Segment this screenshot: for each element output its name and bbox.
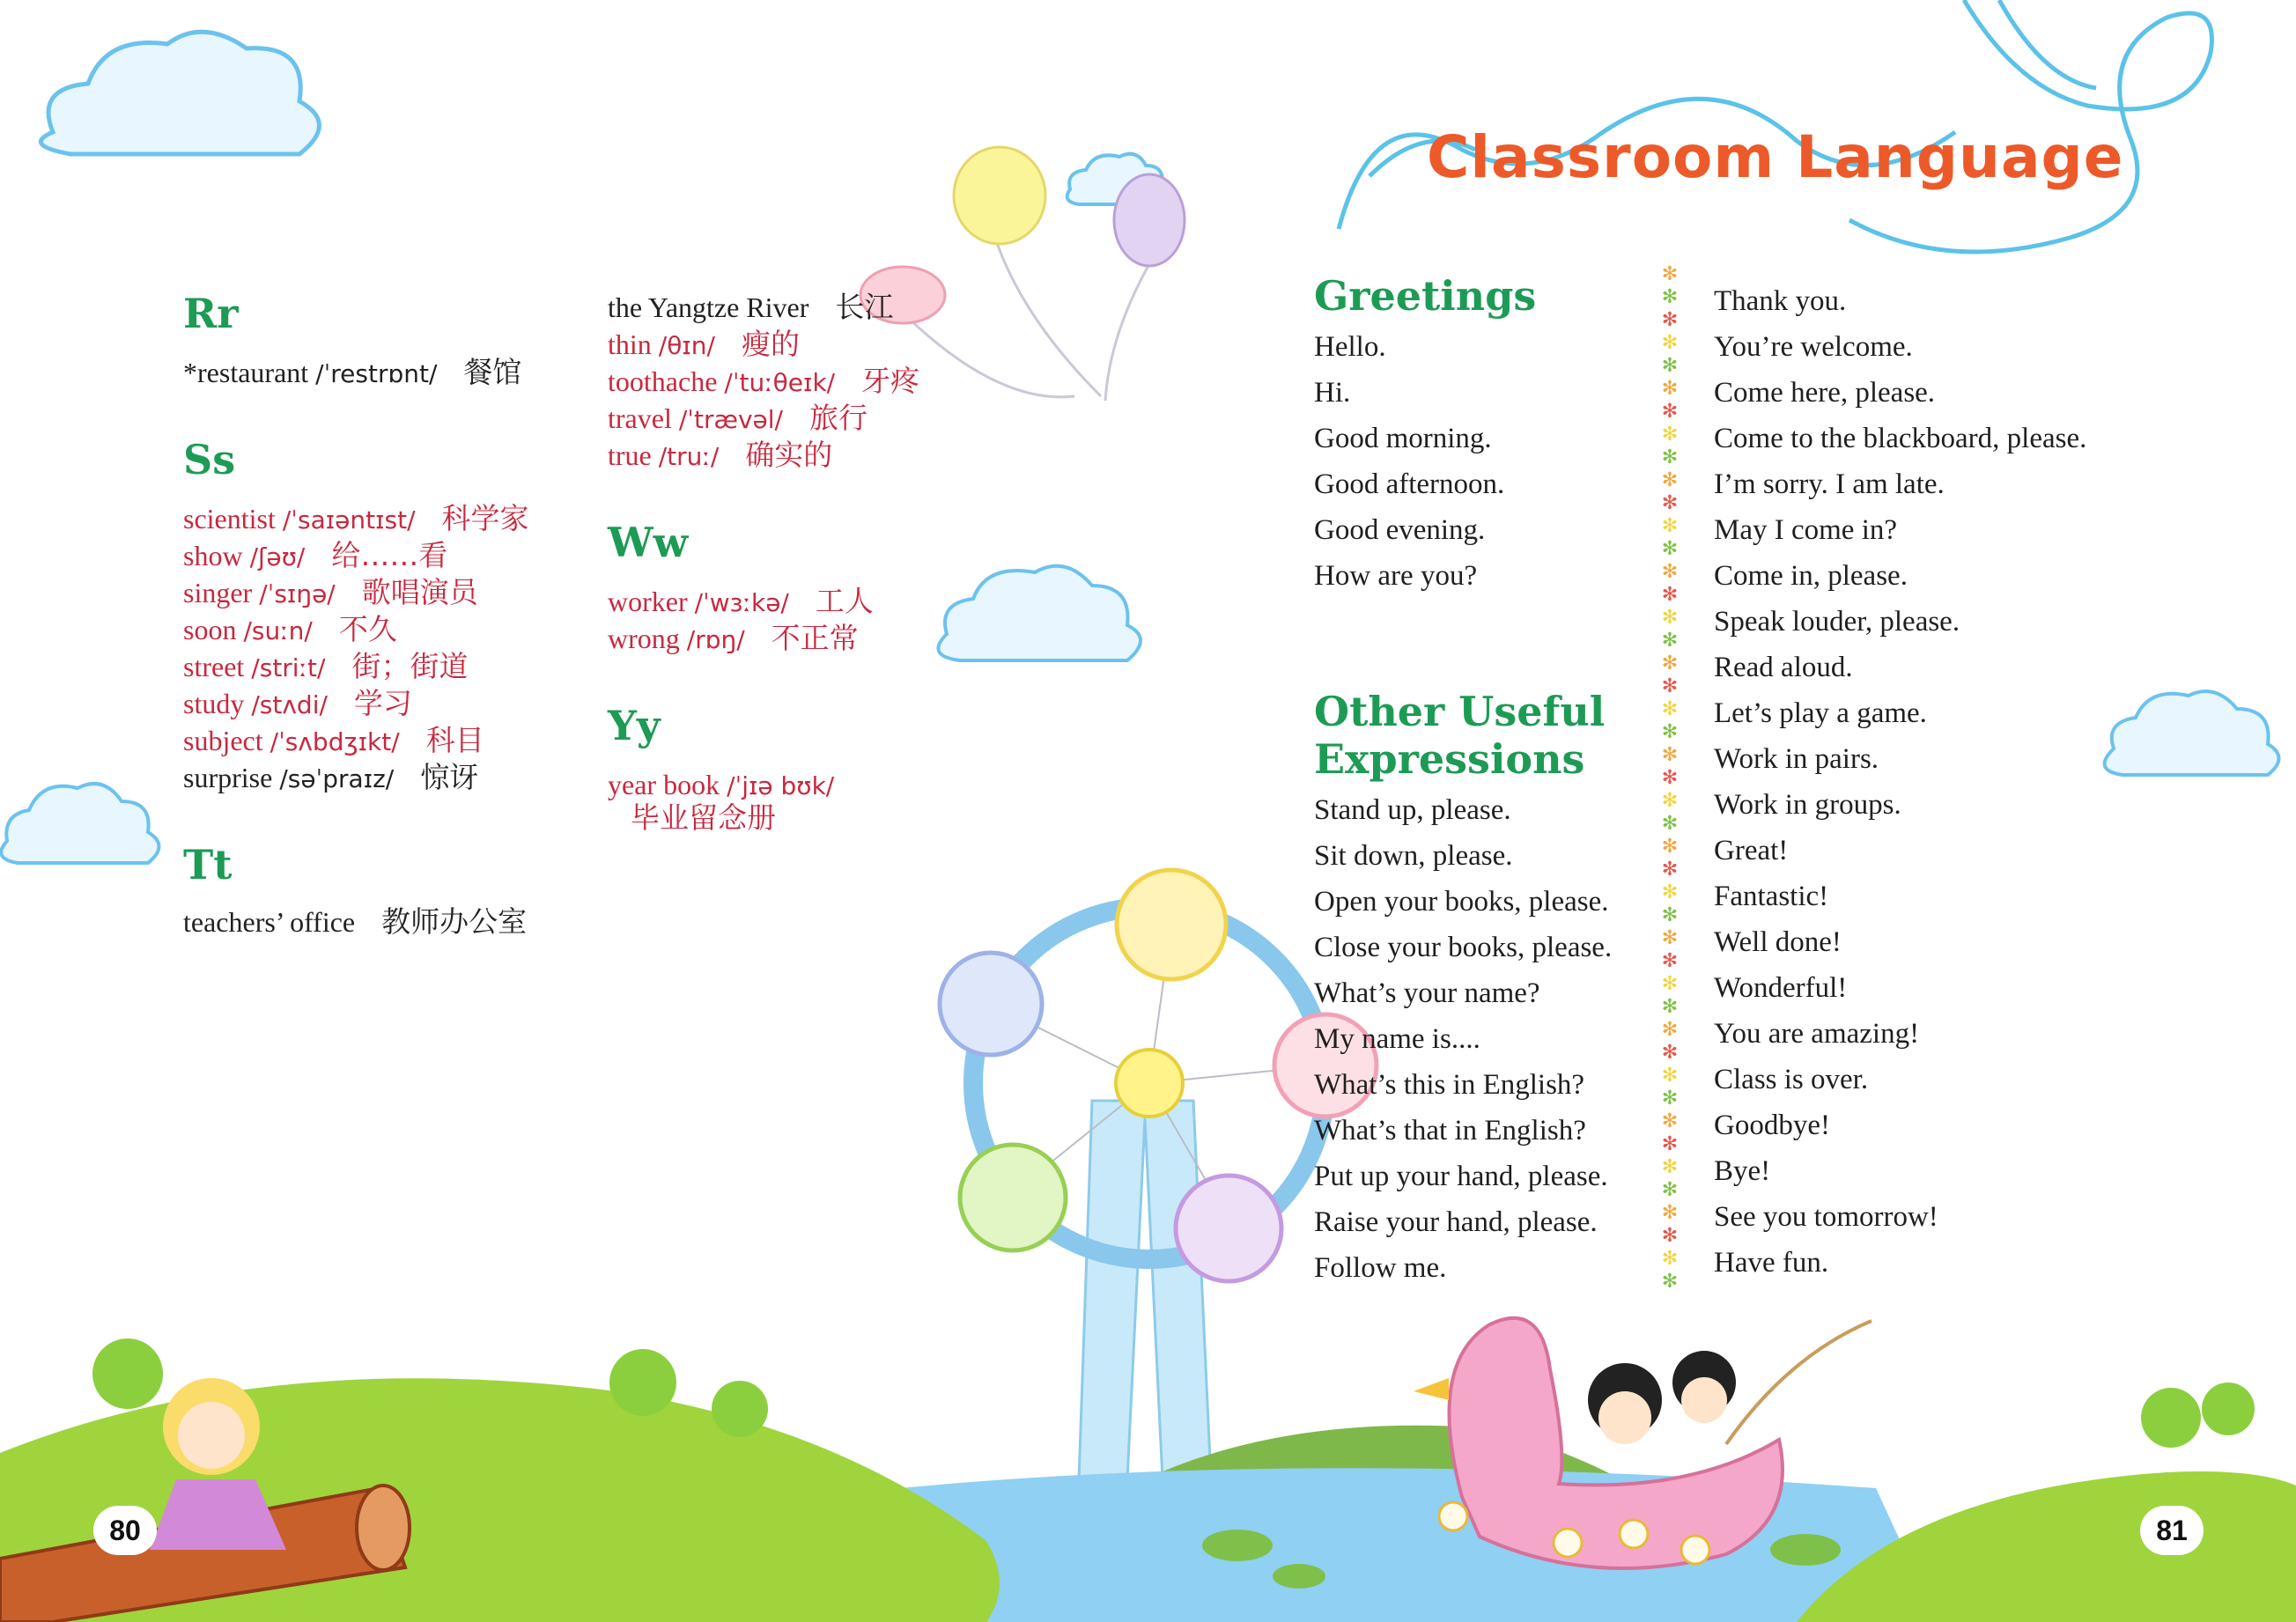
vocab-ipa: /ˈsʌbdʒɪkt/ — [269, 727, 400, 756]
ferris-wheel — [940, 870, 1377, 1479]
vocab-entry — [183, 574, 478, 613]
vocab-word: soon — [183, 614, 237, 645]
svg-text:✻: ✻ — [1661, 1156, 1679, 1178]
vocab-entry — [183, 500, 529, 539]
vocab-entry — [608, 326, 800, 365]
svg-text:✻: ✻ — [1661, 675, 1679, 697]
phrase-item: Bye! — [1714, 1155, 1771, 1187]
vocab-meaning-continuation — [631, 800, 776, 837]
phrase-item: Goodbye! — [1714, 1110, 1830, 1141]
vocab-meaning: 工人 — [815, 584, 874, 618]
vocab-entry — [608, 583, 874, 622]
svg-text:✻: ✻ — [1661, 424, 1679, 446]
phrase-item: Close your books, please. — [1314, 932, 1613, 963]
vocab-meaning: 科学家 — [441, 501, 529, 535]
svg-text:✻: ✻ — [1661, 698, 1679, 720]
vocab-word: true — [608, 439, 652, 471]
vocab-word: show — [183, 540, 243, 571]
svg-text:✻: ✻ — [1661, 1110, 1679, 1132]
landscape — [0, 1318, 2296, 1622]
vocab-meaning: 旅行 — [808, 401, 867, 435]
svg-text:✻: ✻ — [1661, 813, 1679, 835]
svg-text:✻: ✻ — [1661, 1042, 1679, 1064]
svg-text:✻: ✻ — [1661, 584, 1679, 606]
svg-text:✻: ✻ — [1661, 401, 1679, 423]
svg-text:✻: ✻ — [1661, 836, 1679, 858]
svg-text:✻: ✻ — [1661, 790, 1679, 812]
svg-text:✻: ✻ — [1661, 561, 1679, 583]
vocab-ipa: /ˈsaɪəntɪst/ — [282, 505, 416, 535]
vocab-ipa: /ˈwɜːkə/ — [694, 588, 789, 617]
svg-text:✻: ✻ — [1661, 378, 1679, 400]
svg-text:✻: ✻ — [1661, 1065, 1679, 1087]
phrase-item: Read aloud. — [1714, 652, 1853, 683]
svg-text:✻: ✻ — [1661, 538, 1679, 560]
phrase-item: Thank you. — [1714, 285, 1847, 317]
svg-text:✻: ✻ — [1661, 286, 1679, 308]
svg-text:✻: ✻ — [1661, 492, 1679, 514]
svg-text:✻: ✻ — [1661, 1179, 1679, 1201]
vocab-entry — [183, 537, 447, 576]
phrase-item: Sit down, please. — [1314, 840, 1513, 872]
vocab-word: surprise — [183, 762, 273, 793]
phrase-item: Raise your hand, please. — [1314, 1206, 1598, 1238]
section-heading-other: Other Useful — [1314, 688, 1606, 735]
phrase-item: Wonderful! — [1714, 972, 1848, 1004]
vocab-ipa: /səˈpraɪz/ — [279, 764, 395, 793]
svg-text:✻: ✻ — [1661, 1248, 1679, 1270]
phrase-item: Come to the blackboard, please. — [1714, 423, 2087, 454]
svg-text:✻: ✻ — [1661, 1019, 1679, 1041]
vocab-entry — [183, 611, 397, 650]
svg-text:✻: ✻ — [1661, 767, 1679, 789]
letter-heading-r: Rr — [183, 290, 239, 337]
svg-text:✻: ✻ — [1661, 332, 1679, 354]
phrase-item: Have fun. — [1714, 1247, 1829, 1279]
vocab-meaning: 歌唱演员 — [361, 575, 478, 609]
svg-text:✻: ✻ — [1661, 744, 1679, 766]
svg-text:✻: ✻ — [1661, 881, 1679, 903]
cloud-icon — [41, 32, 319, 154]
phrase-item: You’re welcome. — [1714, 331, 1913, 363]
section-heading-greetings: Greetings — [1314, 272, 1537, 320]
phrase-item: Speak louder, please. — [1714, 606, 1960, 638]
vocab-word: street — [183, 651, 245, 682]
svg-text:✻: ✻ — [1661, 904, 1679, 926]
phrase-item: Fantastic! — [1714, 881, 1829, 912]
svg-text:✻: ✻ — [1661, 446, 1679, 468]
svg-text:✻: ✻ — [1661, 996, 1679, 1018]
vocab-word: the Yangtze River — [608, 291, 809, 323]
vocab-meaning: 学习 — [353, 686, 412, 720]
page-title: Classroom Language — [1427, 123, 2124, 191]
phrase-item: Open your books, please. — [1314, 886, 1609, 918]
vocab-ipa: /θɪn/ — [658, 331, 715, 360]
phrase-item: Class is over. — [1714, 1064, 1869, 1095]
svg-text:✻: ✻ — [1661, 469, 1679, 491]
vocab-word: travel — [608, 402, 672, 434]
svg-text:✻: ✻ — [1661, 652, 1679, 675]
phrase-item: What’s that in English? — [1314, 1115, 1586, 1146]
phrase-item: Follow me. — [1314, 1252, 1447, 1284]
svg-text:✻: ✻ — [1661, 1271, 1679, 1293]
vocab-ipa: /ˈtuːθeɪk/ — [724, 368, 836, 397]
vocab-ipa: /ˈtrævəl/ — [678, 405, 783, 434]
phrase-item: Come in, please. — [1714, 560, 1908, 592]
phrase-item: Work in pairs. — [1714, 743, 1879, 775]
vocab-ipa: /striːt/ — [251, 653, 326, 682]
vocab-entry — [608, 400, 867, 439]
vocab-entry — [608, 289, 893, 326]
svg-text:✻: ✻ — [1661, 1225, 1679, 1247]
svg-text:✻: ✻ — [1661, 630, 1679, 652]
vocab-ipa: /truː/ — [658, 442, 720, 471]
vocab-meaning: 瘦的 — [741, 327, 800, 361]
phrase-item: Great! — [1714, 835, 1789, 866]
vocab-meaning: 科目 — [425, 723, 484, 757]
svg-text:✻: ✻ — [1661, 1133, 1679, 1155]
phrase-item: I’m sorry. I am late. — [1714, 468, 1945, 500]
vocab-entry — [608, 620, 859, 659]
phrase-item: Put up your hand, please. — [1314, 1161, 1608, 1192]
vocab-meaning: 长江 — [835, 290, 894, 324]
vocab-word: thin — [608, 328, 652, 360]
letter-heading-y: Yy — [608, 702, 661, 749]
vocab-meaning: 毕业留念册 — [631, 800, 776, 835]
phrase-item: Let’s play a game. — [1714, 697, 1927, 729]
phrase-item: My name is.... — [1314, 1023, 1480, 1055]
svg-text:✻: ✻ — [1661, 355, 1679, 377]
vocab-entry — [183, 648, 468, 687]
vocab-entry — [183, 722, 484, 761]
vocab-meaning: 牙疼 — [861, 364, 920, 398]
phrase-item: Come here, please. — [1714, 377, 1936, 409]
vocab-word: worker — [608, 586, 688, 617]
letter-heading-w: Ww — [608, 519, 689, 566]
phrase-item: Work in groups. — [1714, 789, 1901, 821]
vocab-word: toothache — [608, 365, 718, 397]
phrase-item: May I come in? — [1714, 514, 1898, 546]
phrase-item: See you tomorrow! — [1714, 1201, 1938, 1233]
page-number-left: 80 — [93, 1506, 157, 1555]
vocab-ipa: /rɒŋ/ — [686, 625, 745, 654]
vocab-entry — [608, 363, 919, 402]
phrase-item: Good afternoon. — [1314, 468, 1505, 500]
vocab-meaning: 给……看 — [331, 538, 448, 572]
vocab-entry — [183, 685, 412, 724]
flower-divider — [1662, 263, 1678, 1293]
vocab-ipa: /ˈjɪə bʊk/ — [727, 771, 835, 800]
vocab-ipa: /ˈrestrɒnt/ — [315, 359, 438, 388]
phrase-item: Good morning. — [1314, 423, 1492, 454]
vocab-word: scientist — [183, 503, 276, 535]
svg-text:✻: ✻ — [1661, 607, 1679, 629]
letter-heading-t: Tt — [183, 841, 233, 888]
svg-text:✻: ✻ — [1661, 515, 1679, 537]
svg-text:✻: ✻ — [1661, 950, 1679, 972]
vocab-meaning: 街；街道 — [351, 649, 469, 683]
vocab-entry — [183, 759, 478, 798]
phrase-item: Stand up, please. — [1314, 794, 1511, 826]
vocab-entry — [608, 437, 832, 476]
phrase-item: Hi. — [1314, 377, 1351, 409]
phrase-item: What’s your name? — [1314, 977, 1540, 1009]
vocab-word: subject — [183, 725, 263, 756]
vocab-ipa: /suːn/ — [243, 616, 313, 645]
svg-text:✻: ✻ — [1661, 1087, 1679, 1110]
vocab-word: teachers’ office — [183, 906, 356, 938]
svg-text:✻: ✻ — [1661, 263, 1679, 285]
phrase-item: Hello. — [1314, 331, 1386, 363]
vocab-word: year book — [608, 769, 720, 800]
page-number-right: 81 — [2140, 1506, 2204, 1555]
phrase-item: You are amazing! — [1714, 1018, 1920, 1050]
vocab-word: study — [183, 688, 245, 719]
phrase-item: Well done! — [1714, 926, 1842, 958]
vocab-word: singer — [183, 577, 253, 608]
vocab-ipa: /ˈsɪŋə/ — [259, 579, 336, 608]
phrase-item: How are you? — [1314, 560, 1478, 592]
vocab-entry — [183, 903, 527, 940]
vocab-ipa: /ʃəʊ/ — [249, 542, 306, 571]
letter-heading-s: Ss — [183, 436, 236, 483]
phrase-item: Good evening. — [1314, 514, 1486, 546]
vocab-meaning: 不久 — [338, 612, 397, 646]
svg-text:✻: ✻ — [1661, 309, 1679, 331]
vocab-meaning: 确实的 — [745, 438, 833, 472]
vocab-meaning: 惊讶 — [420, 760, 479, 794]
phrase-item: What’s this in English? — [1314, 1069, 1585, 1101]
svg-text:✻: ✻ — [1661, 859, 1679, 881]
vocab-meaning: 教师办公室 — [381, 904, 528, 939]
vocab-entry — [183, 354, 521, 393]
vocab-meaning: 餐馆 — [463, 355, 522, 389]
vocab-ipa: /stʌdi/ — [251, 690, 328, 719]
vocab-word: wrong — [608, 623, 680, 654]
vocab-meaning: 不正常 — [771, 621, 859, 655]
vocab-word: *restaurant — [183, 357, 309, 388]
svg-text:✻: ✻ — [1661, 927, 1679, 949]
svg-text:✻: ✻ — [1661, 1202, 1679, 1224]
section-heading-other-line2: Expressions — [1314, 735, 1585, 783]
svg-text:✻: ✻ — [1661, 721, 1679, 743]
svg-text:✻: ✻ — [1661, 973, 1679, 995]
